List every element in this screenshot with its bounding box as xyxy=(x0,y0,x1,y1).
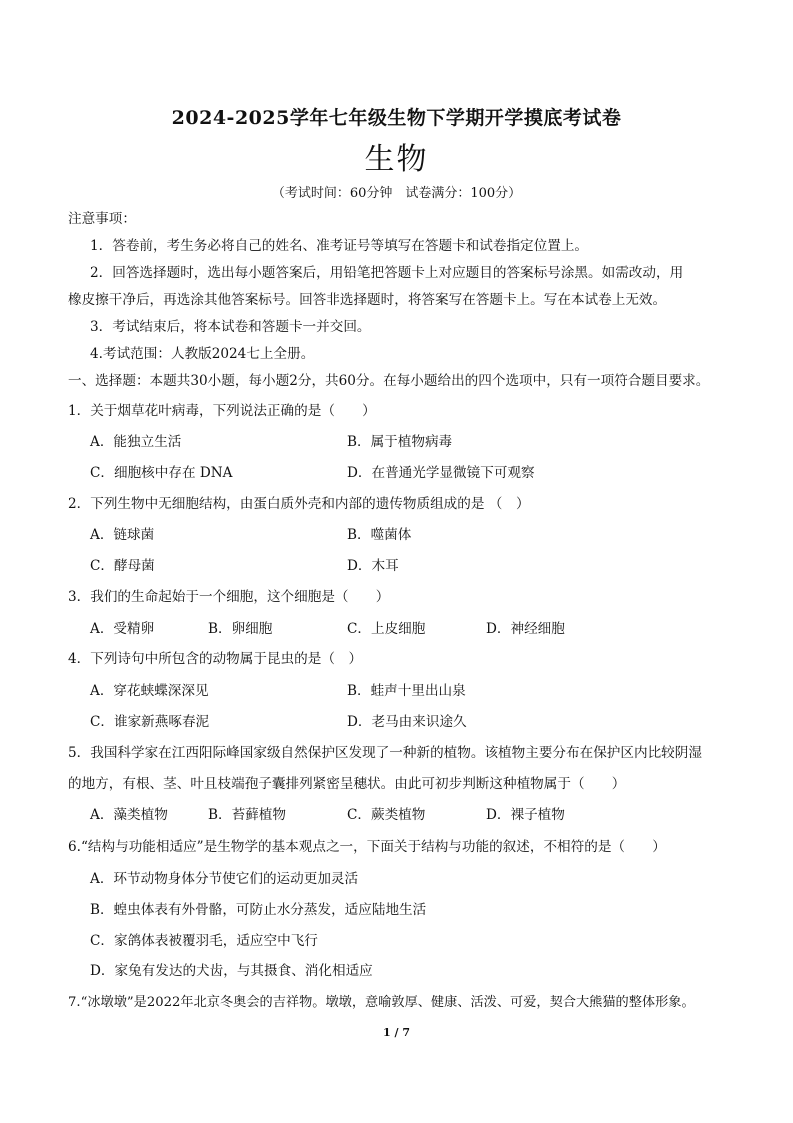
exam-info: （考试时间：60分钟 试卷满分：100分） xyxy=(271,186,522,201)
exam-title: 2024-2025学年七年级生物下学期开学摸底考试卷 xyxy=(171,107,622,129)
option-6a: A．环节动物身体分节使它们的运动更加灵活 xyxy=(90,871,359,887)
option-5b: B．苔藓植物 xyxy=(208,807,286,823)
option-1b: B．属于植物病毒 xyxy=(347,434,453,450)
note-item: 4.考试范围：人教版2024七上全册。 xyxy=(90,346,315,362)
question-stem-3: 3．我们的生命起始于一个细胞，这个细胞是（ ） xyxy=(68,589,390,605)
option-2b: B．噬菌体 xyxy=(347,527,412,543)
question-stem-5-continued: 的地方，有根、茎、叶且枝端孢子囊排列紧密呈穗状。由此可初步判断这种植物属于（ ） xyxy=(68,776,626,792)
note-item-continued: 橡皮擦干净后，再选涂其他答案标号。回答非选择题时，将答案写在答题卡上。写在本试卷上无效。 xyxy=(68,292,667,308)
option-5d: D．裸子植物 xyxy=(486,807,565,823)
option-6d: D．家兔有发达的犬齿，与其摄食、消化相适应 xyxy=(90,963,373,979)
option-4c: C．谁家新燕啄春泥 xyxy=(90,714,210,730)
notes-heading: 注意事项： xyxy=(68,211,136,227)
subject-title: 生物 xyxy=(364,142,429,177)
note-item: 3．考试结束后，将本试卷和答题卡一并交回。 xyxy=(90,319,371,335)
question-stem-1: 1．关于烟草花叶病毒，下列说法正确的是（ ） xyxy=(68,403,376,419)
option-1c: C．细胞核中存在 DNA xyxy=(90,465,233,481)
option-5a: A．藻类植物 xyxy=(90,807,168,823)
option-6c: C．家鸽体表被覆羽毛，适应空中飞行 xyxy=(90,933,318,949)
question-stem-4: 4．下列诗句中所包含的动物属于昆虫的是（ ） xyxy=(68,651,363,667)
question-stem-6: 6.“结构与功能相适应”是生物学的基本观点之一，下面关于结构与功能的叙述，不相符的是（ ） xyxy=(68,839,666,855)
option-3c: C．上皮细胞 xyxy=(347,621,426,637)
option-4a: A．穿花蛱蝶深深见 xyxy=(90,683,209,699)
question-stem-7: 7.“冰墩墩”是2022年北京冬奥会的吉祥物。墩墩，意喻敦厚、健康、活泼、可爱，契合大熊猫的整体形象。 xyxy=(68,995,695,1010)
option-1a: A．能独立生活 xyxy=(90,434,182,450)
question-stem-2: 2．下列生物中无细胞结构，由蛋白质外壳和内部的遗传物质组成的是 （ ） xyxy=(68,496,530,512)
option-3a: A．受精卵 xyxy=(90,621,155,637)
option-1d: D．在普通光学显微镜下可观察 xyxy=(347,465,535,481)
note-item: 2．回答选择题时，选出每小题答案后，用铅笔把答题卡上对应题目的答案标号涂黑。如需改动，用 xyxy=(90,265,684,281)
option-6b: B．蝗虫体表有外骨骼，可防止水分蒸发，适应陆地生活 xyxy=(90,902,427,918)
option-2a: A．链球菌 xyxy=(90,527,155,543)
option-4b: B．蛙声十里出山泉 xyxy=(347,683,466,699)
option-3b: B．卵细胞 xyxy=(208,621,273,637)
section-heading: 一、选择题：本题共30小题，每小题2分，共60分。在每小题给出的四个选项中，只有一项符合题目要求。 xyxy=(68,373,710,389)
option-5c: C．蕨类植物 xyxy=(347,807,426,823)
question-stem-5: 5．我国科学家在江西阳际峰国家级自然保护区发现了一种新的植物。该植物主要分布在保护区内比较阴湿 xyxy=(68,745,702,761)
option-4d: D．老马由来识途久 xyxy=(347,714,467,730)
note-item: 1．答卷前，考生务必将自己的姓名、准考证号等填写在答题卡和试卷指定位置上。 xyxy=(90,238,589,254)
option-2c: C．酵母菌 xyxy=(90,558,155,574)
page-number: 1 / 7 xyxy=(383,1026,410,1039)
option-3d: D．神经细胞 xyxy=(486,621,565,637)
option-2d: D．木耳 xyxy=(347,558,399,574)
